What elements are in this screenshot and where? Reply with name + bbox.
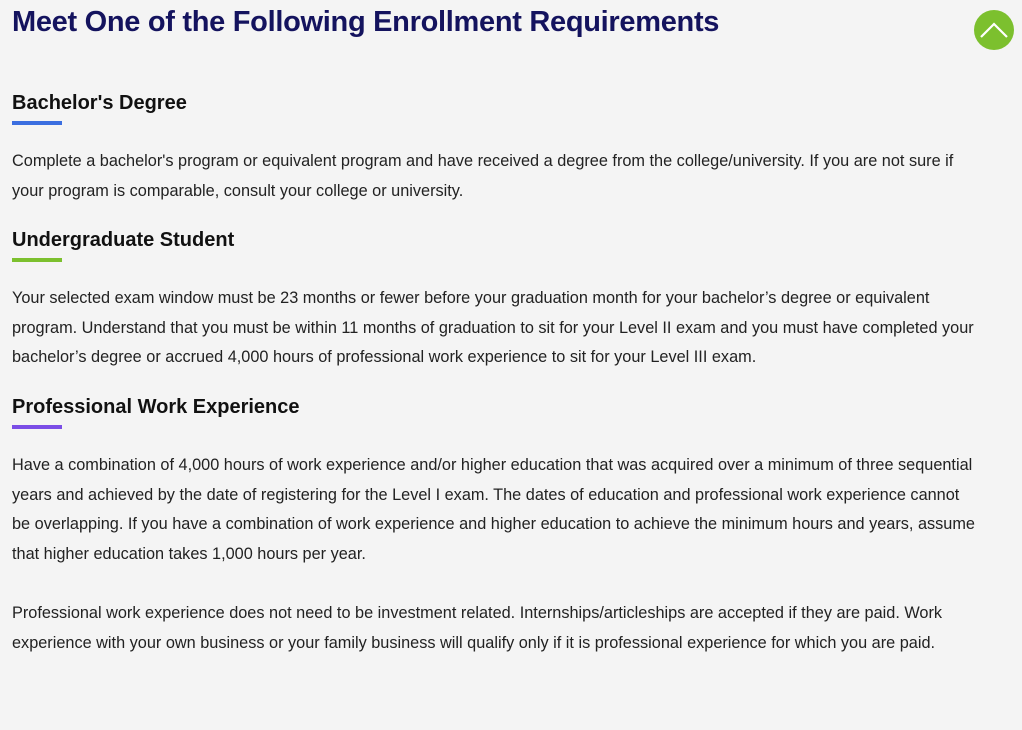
- heading-accent-line: [12, 258, 62, 262]
- scroll-to-top-button[interactable]: [974, 10, 1014, 50]
- section-professional-work-experience: [12, 392, 980, 659]
- section-paragraph: Have a combination of 4,000 hours of work experience and/or higher education that was acquired over a minimum of three sequential years and achieved by the date of registering for the Level I exam. The dates of education and professional work experience cannot be overlapping. If you have a combination of work experience and higher education to achieve the minimum hours and years, assume that higher education takes 1,000 hours per year.: [12, 455, 975, 563]
- section-paragraph: Your selected exam window must be 23 months or fewer before your graduation month for your bachelor’s degree or equivalent program. Understand that you must be within 11 months of graduation to sit for your Level II exam and you must have completed your bachelor’s degree or accrued 4,000 hours of professional work experience to sit for your Level III exam.: [12, 289, 974, 367]
- requirements-content: [12, 88, 980, 659]
- section-paragraph: Complete a bachelor's program or equivalent program and have received a degree from the college/university. If you are not sure if your program is comparable, consult your college or university.: [12, 152, 954, 200]
- heading-accent-line: [12, 425, 62, 429]
- page-title: Meet One of the Following Enrollment Requirements: [12, 6, 720, 38]
- section-bachelors-degree: [12, 88, 980, 206]
- section-heading: Bachelor's Degree: [12, 92, 187, 114]
- section-paragraph: Professional work experience does not need to be investment related. Internships/articleships are accepted if they are paid. Work experience with your own business or your family business will qualify only if it is professional experience for which you are paid.: [12, 604, 943, 652]
- chevron-up-icon: [979, 21, 1009, 39]
- heading-accent-line: [12, 121, 62, 125]
- section-heading: Professional Work Experience: [12, 395, 300, 418]
- section-heading: Undergraduate Student: [12, 229, 235, 252]
- section-undergraduate-student: [12, 225, 980, 373]
